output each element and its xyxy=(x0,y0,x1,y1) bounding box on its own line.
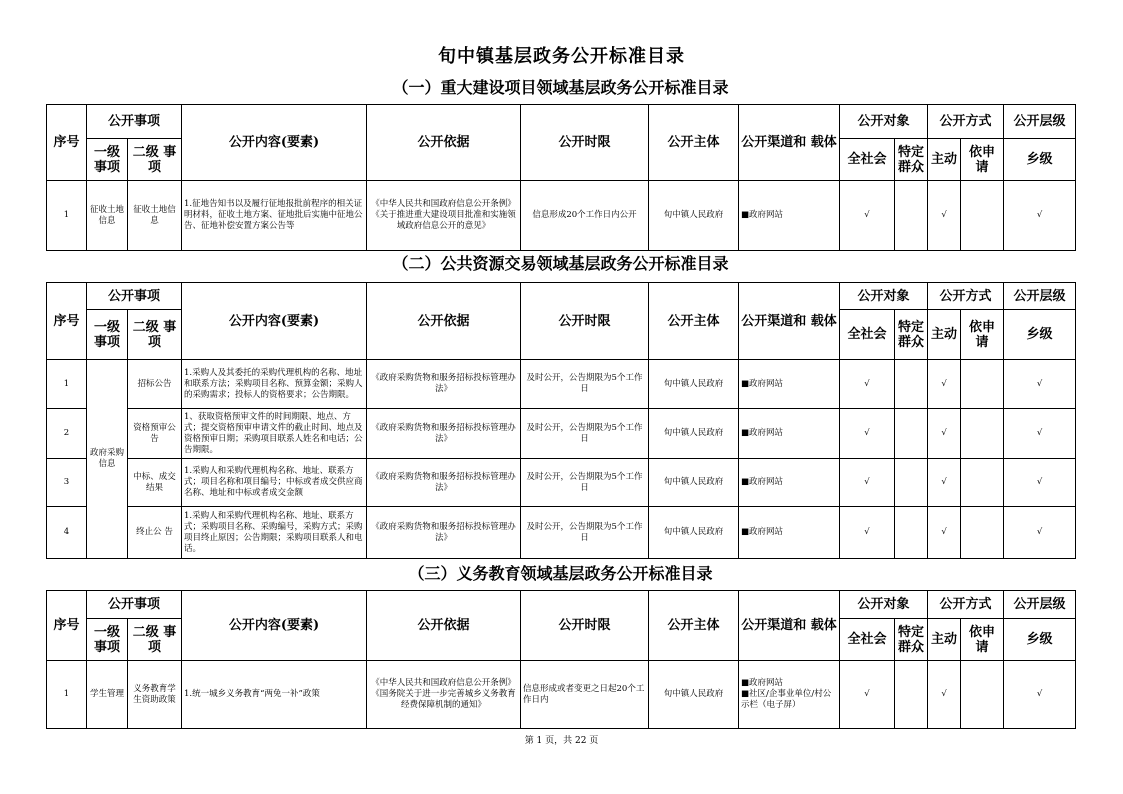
table-row xyxy=(47,661,1076,729)
cell-seq: 2 xyxy=(47,409,87,459)
page-footer: 第 1 页，共 22 页 xyxy=(524,736,599,746)
cell-all-society: √ xyxy=(840,661,895,729)
header-seq: 序号 xyxy=(47,105,87,181)
cell-level2: 义务教育学生资助政策 xyxy=(128,661,182,729)
table-row xyxy=(47,181,1076,251)
cell-level1-merged: 政府采购信息 xyxy=(87,360,128,559)
cell-apply xyxy=(961,409,1004,459)
cell-level2: 终止公 告 xyxy=(128,507,182,559)
cell-active: √ xyxy=(928,181,961,251)
header-level1: 一级事项 xyxy=(87,619,128,661)
cell-level2: 征收土地信息 xyxy=(128,181,182,251)
cell-all-society: √ xyxy=(840,459,895,507)
cell-channel: ■政府网站 xyxy=(739,360,840,409)
table-row xyxy=(47,459,1076,507)
cell-apply xyxy=(961,661,1004,729)
cell-channel: ■政府网站 xyxy=(739,507,840,559)
cell-apply xyxy=(961,181,1004,251)
cell-apply xyxy=(961,360,1004,409)
header-subject: 公开主体 xyxy=(649,105,739,181)
cell-channel: ■政府网站 xyxy=(739,409,840,459)
header-target: 公开对象 xyxy=(840,283,928,310)
table-row xyxy=(47,360,1076,409)
channel-line: ■政府网站 xyxy=(741,678,784,688)
header-active: 主动 xyxy=(928,139,961,181)
cell-active: √ xyxy=(928,661,961,729)
cell-apply xyxy=(961,459,1004,507)
header-time: 公开时限 xyxy=(521,105,649,181)
cell-channel: ■政府网站 xyxy=(739,181,840,251)
header-all-society: 全社会 xyxy=(840,139,895,181)
header-item: 公开事项 xyxy=(87,283,182,310)
cell-channel xyxy=(739,661,840,729)
cell-specific xyxy=(895,360,928,409)
cell-basis: 《政府采购货物和服务招标投标管理办法》 xyxy=(367,459,521,507)
cell-subject: 旬中镇人民政府 xyxy=(649,661,739,729)
header-time: 公开时限 xyxy=(521,283,649,360)
cell-seq: 1 xyxy=(47,181,87,251)
header-time: 公开时限 xyxy=(521,591,649,661)
header-method: 公开方式 xyxy=(928,283,1004,310)
header-target: 公开对象 xyxy=(840,105,928,139)
cell-specific xyxy=(895,459,928,507)
catalog-table-1 xyxy=(46,104,1076,251)
catalog-table-2 xyxy=(46,282,1076,559)
cell-level2: 资格预审公告 xyxy=(128,409,182,459)
cell-specific xyxy=(895,409,928,459)
header-subject: 公开主体 xyxy=(649,591,739,661)
cell-seq: 4 xyxy=(47,507,87,559)
cell-town: √ xyxy=(1004,661,1076,729)
cell-seq: 1 xyxy=(47,661,87,729)
cell-town: √ xyxy=(1004,360,1076,409)
header-basis: 公开依据 xyxy=(367,283,521,360)
cell-basis: 《中华人民共和国政府信息公开条例》《关于推进重大建设项目批准和实施领域政府信息公开的意见》 xyxy=(367,181,521,251)
header-apply: 依申请 xyxy=(961,619,1004,661)
header-level1: 一级事项 xyxy=(87,310,128,360)
header-level: 公开层级 xyxy=(1004,591,1076,619)
header-all-society: 全社会 xyxy=(840,310,895,360)
cell-content: 1.采购人和采购代理机构名称、地址、联系方式；项目名称和项目编号；中标或者成交供应商名称、地址和中标或者成交金额 xyxy=(182,459,367,507)
header-specific: 特定群众 xyxy=(895,139,928,181)
header-all-society: 全社会 xyxy=(840,619,895,661)
header-channel: 公开渠道和 载体 xyxy=(739,105,840,181)
cell-subject: 旬中镇人民政府 xyxy=(649,507,739,559)
cell-town: √ xyxy=(1004,181,1076,251)
section-title-1: （一）重大建设项目领域基层政务公开标准目录 xyxy=(392,78,729,97)
header-seq: 序号 xyxy=(47,283,87,360)
cell-town: √ xyxy=(1004,507,1076,559)
header-method: 公开方式 xyxy=(928,105,1004,139)
cell-seq: 3 xyxy=(47,459,87,507)
table-row xyxy=(47,409,1076,459)
cell-active: √ xyxy=(928,409,961,459)
header-content: 公开内容(要素) xyxy=(182,283,367,360)
cell-content: 1.征地告知书以及履行征地报批前程序的相关证明材料，征收土地方案、征地批后实施中征地公告、征地补偿安置方案公告等 xyxy=(182,181,367,251)
cell-specific xyxy=(895,181,928,251)
header-channel: 公开渠道和 载体 xyxy=(739,283,840,360)
section-title-3: （三）义务教育领域基层政务公开标准目录 xyxy=(408,564,713,583)
cell-basis: 《政府采购货物和服务招标投标管理办法》 xyxy=(367,409,521,459)
header-content: 公开内容(要素) xyxy=(182,591,367,661)
cell-subject: 旬中镇人民政府 xyxy=(649,459,739,507)
channel-line: ■社区/企事业单位/村公示栏（电子屏） xyxy=(741,689,832,710)
cell-active: √ xyxy=(928,459,961,507)
cell-time: 信息形成或者变更之日起20个工作日内 xyxy=(521,661,649,729)
cell-subject: 旬中镇人民政府 xyxy=(649,360,739,409)
cell-seq: 1 xyxy=(47,360,87,409)
header-channel: 公开渠道和 载体 xyxy=(739,591,840,661)
cell-all-society: √ xyxy=(840,409,895,459)
cell-content: 1.统一城乡义务教育“两免一补”政策 xyxy=(182,661,367,729)
cell-all-society: √ xyxy=(840,507,895,559)
cell-basis: 《中华人民共和国政府信息公开条例》《国务院关于进一步完善城乡义务教育经费保障机制的通知》 xyxy=(367,661,521,729)
cell-level1: 学生管理 xyxy=(87,661,128,729)
cell-apply xyxy=(961,507,1004,559)
header-active: 主动 xyxy=(928,619,961,661)
header-level2: 二级 事项 xyxy=(128,619,182,661)
catalog-table-3 xyxy=(46,590,1076,729)
header-row xyxy=(47,283,1076,310)
cell-basis: 《政府采购货物和服务招标投标管理办法》 xyxy=(367,360,521,409)
section-title-2: （二）公共资源交易领域基层政务公开标准目录 xyxy=(392,254,729,273)
header-item: 公开事项 xyxy=(87,591,182,619)
header-subject: 公开主体 xyxy=(649,283,739,360)
header-target: 公开对象 xyxy=(840,591,928,619)
header-basis: 公开依据 xyxy=(367,105,521,181)
cell-subject: 旬中镇人民政府 xyxy=(649,181,739,251)
cell-time: 及时公开，公告期限为5个工作日 xyxy=(521,507,649,559)
header-town: 乡级 xyxy=(1004,139,1076,181)
cell-subject: 旬中镇人民政府 xyxy=(649,409,739,459)
cell-content: 1、获取资格预审文件的时间期限、地点、方式；提交资格预审申请文件的截止时间、地点及资格预审日期；采购项目联系人姓名和电话；公告期限。 xyxy=(182,409,367,459)
cell-channel: ■政府网站 xyxy=(739,459,840,507)
cell-content: 1.采购人及其委托的采购代理机构的名称、地址和联系方法；采购项目名称、预算金额；采购人的采购需求；投标人的资格要求；公告期限。 xyxy=(182,360,367,409)
cell-level1: 征收土地信息 xyxy=(87,181,128,251)
header-row xyxy=(47,105,1076,139)
cell-specific xyxy=(895,661,928,729)
header-level2: 二级 事项 xyxy=(128,310,182,360)
header-level: 公开层级 xyxy=(1004,105,1076,139)
header-town: 乡级 xyxy=(1004,310,1076,360)
header-apply: 依申请 xyxy=(961,139,1004,181)
header-specific: 特定群众 xyxy=(895,619,928,661)
cell-basis: 《政府采购货物和服务招标投标管理办法》 xyxy=(367,507,521,559)
document-title: 旬中镇基层政务公开标准目录 xyxy=(438,46,685,67)
cell-active: √ xyxy=(928,360,961,409)
cell-active: √ xyxy=(928,507,961,559)
header-level2: 二级 事项 xyxy=(128,139,182,181)
cell-time: 及时公开，公告期限为5个工作日 xyxy=(521,459,649,507)
table-row xyxy=(47,507,1076,559)
header-active: 主动 xyxy=(928,310,961,360)
cell-all-society: √ xyxy=(840,360,895,409)
header-content: 公开内容(要素) xyxy=(182,105,367,181)
header-specific: 特定群众 xyxy=(895,310,928,360)
header-apply: 依申请 xyxy=(961,310,1004,360)
header-method: 公开方式 xyxy=(928,591,1004,619)
cell-town: √ xyxy=(1004,409,1076,459)
cell-specific xyxy=(895,507,928,559)
header-row xyxy=(47,591,1076,619)
cell-content: 1.采购人和采购代理机构名称、地址、联系方式；采购项目名称、采购编号，采购方式；采购项目终止原因；公告期限；采购项目联系人和电话。 xyxy=(182,507,367,559)
cell-town: √ xyxy=(1004,459,1076,507)
cell-time: 及时公开，公告期限为5个工作日 xyxy=(521,409,649,459)
header-level: 公开层级 xyxy=(1004,283,1076,310)
header-basis: 公开依据 xyxy=(367,591,521,661)
header-item: 公开事项 xyxy=(87,105,182,139)
cell-time: 及时公开，公告期限为5个工作日 xyxy=(521,360,649,409)
cell-level2: 招标公告 xyxy=(128,360,182,409)
cell-level2: 中标、成交结果 xyxy=(128,459,182,507)
cell-all-society: √ xyxy=(840,181,895,251)
header-seq: 序号 xyxy=(47,591,87,661)
header-level1: 一级事项 xyxy=(87,139,128,181)
cell-time: 信息形成20个工作日内公开 xyxy=(521,181,649,251)
header-town: 乡级 xyxy=(1004,619,1076,661)
